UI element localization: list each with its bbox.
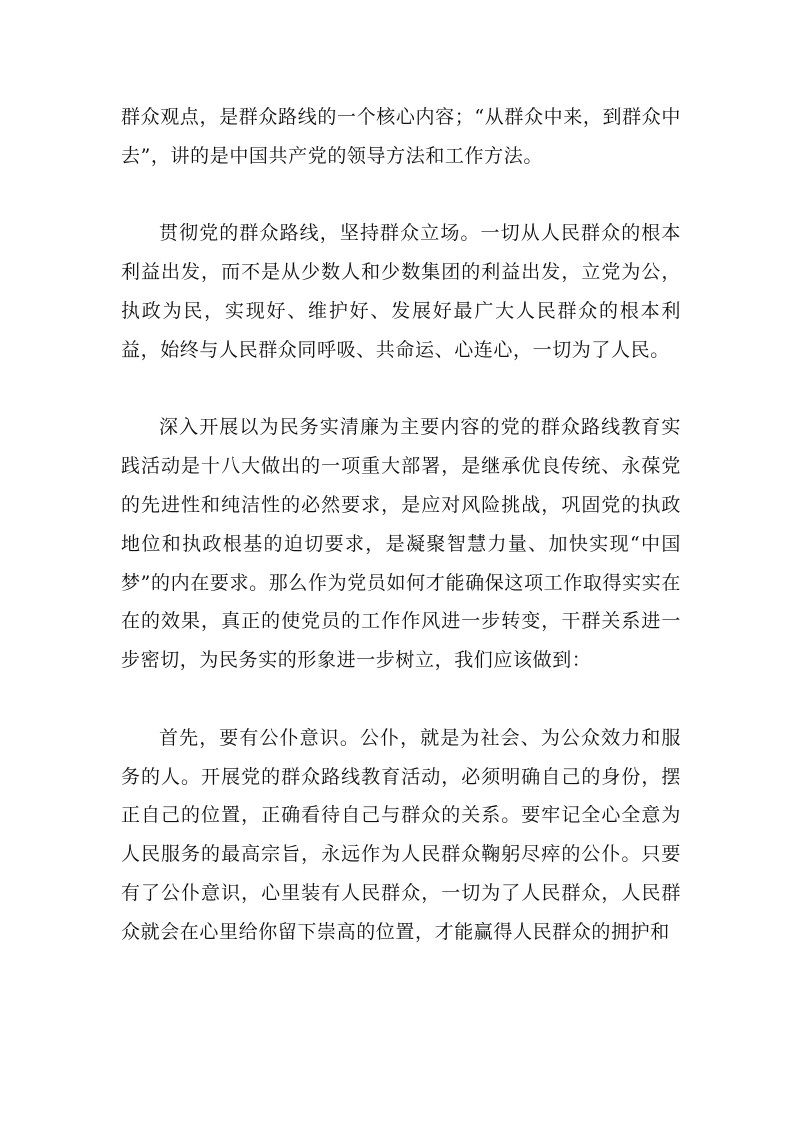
paragraph-public-servant: 首先，要有公仆意识。公仆，就是为社会、为公众效力和服务的人。开展党的群众路线教育活动，必须明确自己的身份，摆正自己的位置，正确看待自己与群众的关系。要牢记全心全意为人民服务的最高宗旨，永远作为人民群众鞠躬尽瘁的公仆。只要有了公仆意识，心里装有人民群众，一切为了人民群众，人民群众就会在心里给你留下崇高的位置，才能赢得人民群众的拥护和 [121,726,681,943]
document-body [121,98,681,952]
paragraph-education-campaign: 深入开展以为民务实清廉为主要内容的党的群众路线教育实践活动是十八大做出的一项重大部署，是继承优良传统、永葆党的先进性和纯洁性的必然要求，是应对风险挑战，巩固党的执政地位和执政根基的迫切要求，是凝聚智慧力量、加快实现“中国梦”的内在要求。那么作为党员如何才能确保这项工作取得实实在在的效果，真正的使党员的工作作风进一步转变，干群关系进一步密切，为民务实的形象进一步树立，我们应该做到： [121,416,681,672]
paragraph-mass-line: 贯彻党的群众路线，坚持群众立场。一切从人民群众的根本利益出发，而不是从少数人和少数集团的利益出发，立党为公，执政为民，实现好、维护好、发展好最广大人民群众的根本利益，始终与人民群众同呼吸、共命运、心连心，一切为了人民。 [121,222,681,361]
paragraph-mass-viewpoint: 群众观点，是群众路线的一个核心内容；“从群众中来，到群众中去”，讲的是中国共产党的领导方法和工作方法。 [121,106,681,167]
